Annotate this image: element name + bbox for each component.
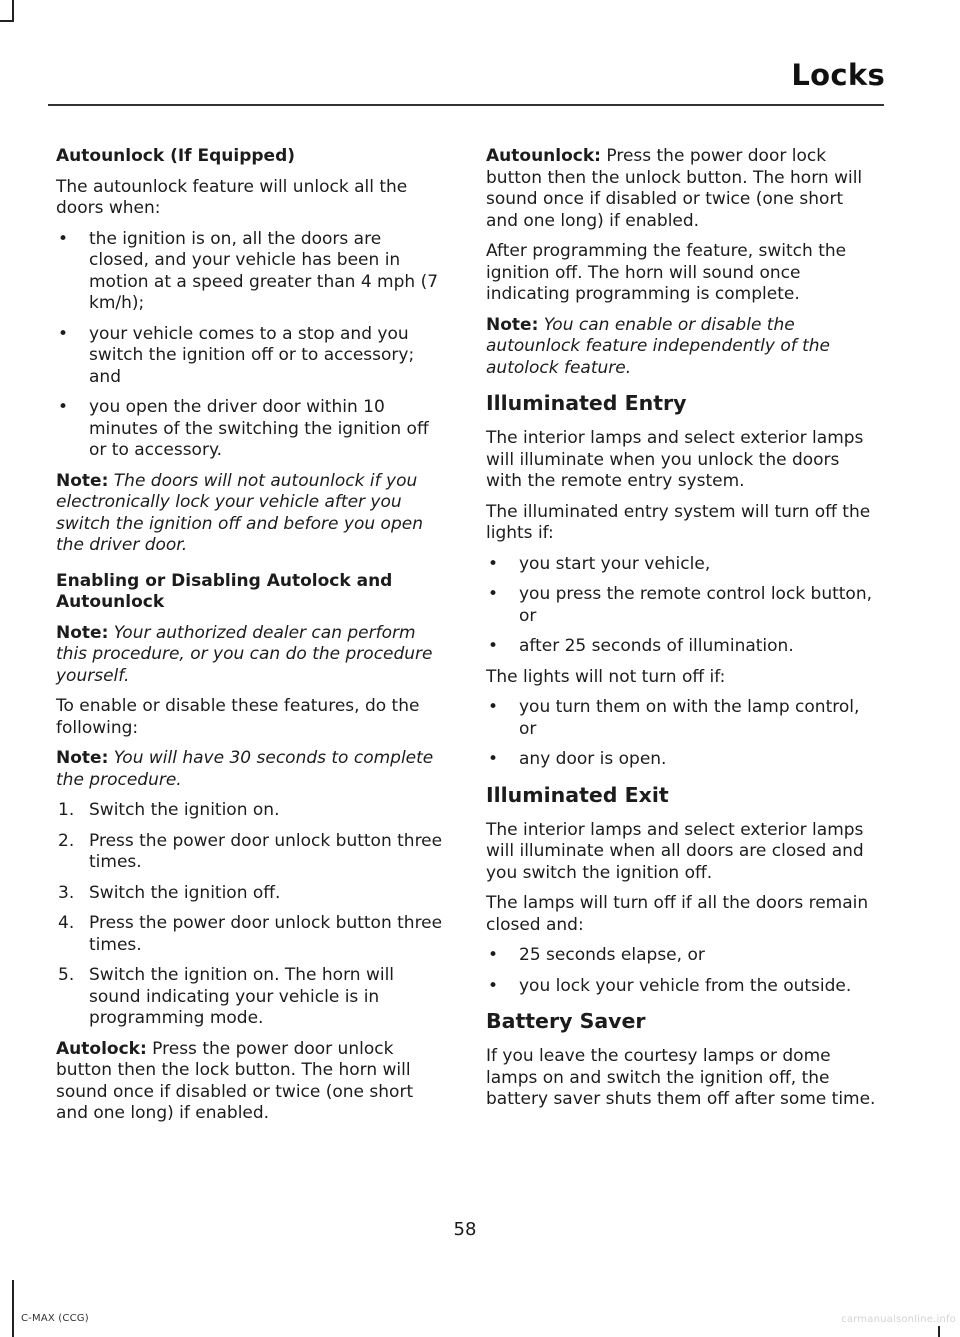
- autounlock-paragraph: Autounlock: Press the power door lock button then the unlock button. The horn will sound once if disabled or twice (one short and one long) if enabled.: [486, 146, 863, 231]
- step-number: 1.: [58, 800, 75, 820]
- list-item: • you press the remote control lock button, or: [488, 584, 873, 626]
- list-item: • 25 seconds elapse, or: [488, 945, 705, 965]
- entry-off-intro: The illuminated entry system will turn off the lights if:: [486, 501, 871, 543]
- enabling-heading: Enabling or Disabling Autolock and Autounlock: [56, 570, 393, 612]
- list-item: • the ignition is on, all the doors are closed, and your vehicle has been in motion at a speed greater than 4 mph (7 km/h);: [58, 228, 439, 313]
- entry-intro: The interior lamps and select exterior lamps will illuminate when you unlock the doors with the remote entry system.: [486, 428, 864, 491]
- illuminated-entry-heading: Illuminated Entry: [486, 391, 687, 415]
- footer-model: C-MAX (CCG): [21, 1313, 89, 1324]
- bullet-icon: •: [58, 323, 69, 344]
- autolock-paragraph: Autolock: Press the power door unlock button then the lock button. The horn will sound once if disabled or twice (one short and one long) if enabled.: [56, 1038, 414, 1123]
- after-programming: After programming the feature, switch the ignition off. The horn will sound once indicating programming is complete.: [486, 241, 847, 304]
- page-title: Locks: [791, 58, 885, 92]
- list-item: • your vehicle comes to a stop and you switch the ignition off or to accessory; and: [58, 323, 415, 387]
- entry-off-list: [486, 554, 880, 658]
- enable-intro: To enable or disable these features, do the following:: [56, 696, 420, 738]
- bullet-icon: •: [488, 749, 499, 769]
- autounlock-conditions-list: [56, 229, 446, 462]
- step-item: 5. Switch the ignition on. The horn will sound indicating your vehicle is in programming mode.: [58, 965, 395, 1028]
- entry-not-off-list: [486, 697, 880, 771]
- note-time-limit: Note: You will have 30 seconds to complete the procedure.: [56, 748, 434, 790]
- step-number: 5.: [58, 965, 75, 985]
- right-column: [486, 146, 880, 1120]
- bullet-icon: •: [488, 553, 499, 574]
- left-column: [56, 146, 446, 1134]
- bullet-icon: •: [488, 584, 499, 604]
- crop-mark-bottom-left: [12, 1280, 14, 1337]
- bullet-icon: •: [58, 397, 69, 417]
- autounlock-intro: The autounlock feature will unlock all the doors when:: [56, 176, 408, 218]
- step-item: 4. Press the power door unlock button three times.: [58, 913, 443, 955]
- list-item: • you turn them on with the lamp control, or: [488, 697, 860, 739]
- list-item: • you start your vehicle,: [488, 553, 711, 574]
- note-dealer: Note: Your authorized dealer can perform this procedure, or you can do the procedure yourself.: [56, 622, 433, 686]
- step-number: 2.: [58, 830, 75, 851]
- step-item: 1. Switch the ignition on.: [58, 800, 280, 820]
- exit-off-list: [486, 945, 880, 997]
- list-item: • after 25 seconds of illumination.: [488, 636, 794, 656]
- exit-off-intro: The lamps will turn off if all the doors remain closed and:: [486, 893, 869, 935]
- battery-saver-heading: Battery Saver: [486, 1009, 646, 1033]
- step-item: 3. Switch the ignition off.: [58, 882, 281, 903]
- bullet-icon: •: [488, 697, 499, 717]
- autounlock-heading: Autounlock (If Equipped): [56, 146, 296, 166]
- step-number: 3.: [58, 882, 75, 903]
- watermark-link[interactable]: carmanualsonline.info: [841, 1314, 956, 1325]
- exit-intro: The interior lamps and select exterior lamps will illuminate when all doors are closed and you switch the ignition off.: [486, 819, 864, 883]
- illuminated-exit-heading: Illuminated Exit: [486, 782, 669, 807]
- list-item: • any door is open.: [488, 749, 667, 769]
- note-autounlock: Note: The doors will not autounlock if you electronically lock your vehicle after you switch the ignition off and before you open the driver door.: [56, 470, 423, 555]
- list-item: • you lock your vehicle from the outside.: [488, 975, 852, 996]
- step-item: 2. Press the power door unlock button three times.: [58, 830, 443, 872]
- crop-mark-top-left-h: [0, 20, 14, 22]
- page-number: 58: [453, 1219, 477, 1240]
- entry-not-off-intro: The lights will not turn off if:: [486, 666, 726, 687]
- bullet-icon: •: [488, 636, 499, 656]
- step-number: 4.: [58, 913, 75, 933]
- bullet-icon: •: [488, 975, 499, 996]
- header-rule: [48, 104, 884, 106]
- note-independent: Note: You can enable or disable the autounlock feature independently of the autolock feature.: [486, 314, 831, 378]
- crop-mark-top-left: [12, 0, 14, 22]
- list-item: • you open the driver door within 10 minutes of the switching the ignition off or to accessory.: [58, 397, 429, 460]
- battery-saver-text: If you leave the courtesy lamps or dome lamps on and switch the ignition off, the battery saver shuts them off after some time.: [486, 1046, 876, 1109]
- bullet-icon: •: [58, 228, 69, 249]
- procedure-steps: [56, 800, 446, 1030]
- bullet-icon: •: [488, 945, 499, 965]
- crop-mark-bottom-right: [938, 1326, 940, 1337]
